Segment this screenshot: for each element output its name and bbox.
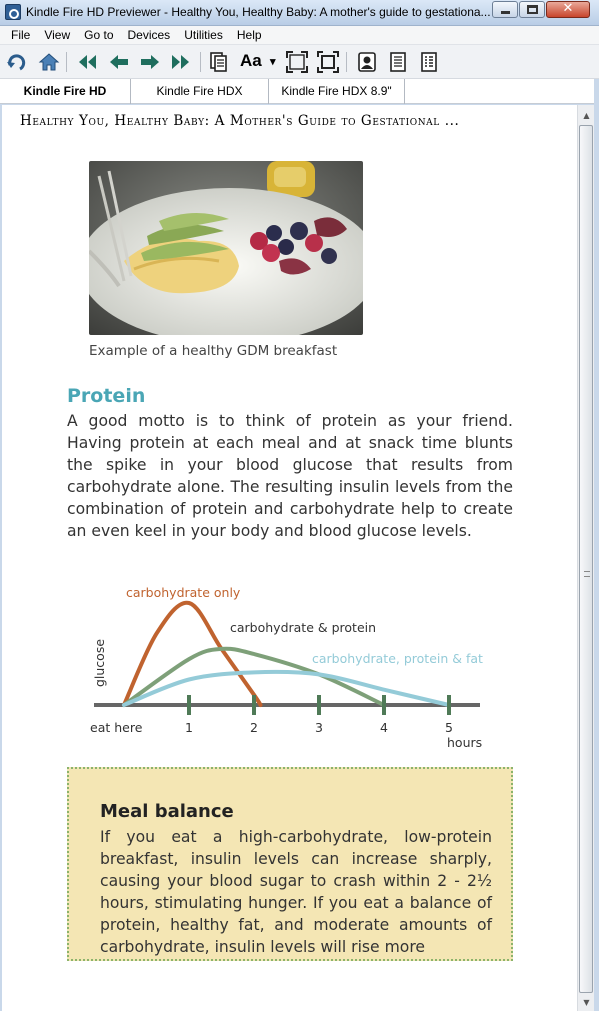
menu-utilities[interactable]: Utilities [184,28,223,42]
tab-kindle-fire-hdx[interactable]: Kindle Fire HDX [131,79,269,104]
window-title-bar[interactable] [0,0,599,26]
menu-devices[interactable]: Devices [127,28,171,42]
x-start-label: eat here [90,720,143,735]
previous-page-icon[interactable] [108,51,130,73]
tab-kindle-fire-hdx-8-9[interactable]: Kindle Fire HDX 8.9" [269,79,405,104]
book-reader-pane[interactable] [2,105,577,1011]
kindle-previewer-icon [5,4,21,20]
device-tabs [0,79,599,104]
x-tick-label-5: 5 [445,720,453,735]
window-title: Kindle Fire HD Previewer - Healthy You, Healthy Baby: A mother's guide to gestationa... [26,5,491,19]
font-size-icon[interactable]: Aa [240,51,262,70]
rotate-icon[interactable] [6,51,28,73]
maximize-icon [527,5,538,14]
close-button[interactable] [546,1,590,18]
x-tick-label-1: 1 [185,720,193,735]
close-icon: ✕ [562,1,574,16]
vertical-scrollbar[interactable] [577,105,594,1011]
toolbar [0,45,599,79]
minimize-icon [501,11,510,14]
page-icon[interactable] [387,51,409,73]
window-frame-edge [594,79,599,1011]
menu-go-to[interactable]: Go to [84,28,114,42]
meal-balance-callout [67,767,513,961]
grip-icon [584,571,590,577]
fullscreen-icon[interactable] [317,51,339,73]
callout-paragraph: If you eat a high-carbohydrate, low-protein breakfast, insulin levels can increase sharply, causing your blood sugar to crash within 2 - 2½ hours, stimulating hunger. If you eat a balance of protein, healthy fat, and moderate amounts of carbohydrate, insulin levels will rise more [100,828,492,956]
series-label-3: carbohydrate, protein & fat [312,651,483,666]
font-dropdown-icon[interactable]: ▾ [270,56,276,68]
x-tick-label-3: 3 [315,720,323,735]
series-line-3 [124,672,449,705]
section-paragraph: A good motto is to think of protein as your friend. Having protein at each meal and at snack time blunts the spike in your blood glucose that results from carbohydrate alone. The resulting insulin levels from the combination of protein and carbohydrate help to create an even keel in your body and blood glucose levels. [67,412,513,540]
next-page-icon[interactable] [139,51,161,73]
scroll-down-icon[interactable]: ▼ [583,998,590,1007]
menu-bar [0,26,599,45]
series-label-2: carbohydrate & protein [230,620,377,635]
breakfast-photo [89,161,363,335]
menu-help[interactable]: Help [236,28,262,42]
home-icon[interactable] [38,51,60,73]
fit-screen-icon[interactable] [286,51,308,73]
first-page-icon[interactable] [76,51,98,73]
page-view-icon[interactable] [208,51,230,73]
menu-view[interactable]: View [44,28,71,42]
section-heading: Protein [67,385,146,407]
running-title: Healthy You, Healthy Baby: A Mother's Guide to Gestational ... [20,113,460,129]
last-page-icon[interactable] [170,51,192,73]
tab-kindle-fire-hd[interactable]: Kindle Fire HD [0,79,131,104]
x-tick-label-4: 4 [380,720,388,735]
callout-title: Meal balance [100,801,234,822]
x-unit-label: hours [447,735,483,750]
minimize-button[interactable] [492,1,518,18]
maximize-button[interactable] [519,1,545,18]
scroll-up-icon[interactable]: ▲ [583,111,590,120]
menu-file[interactable]: File [11,28,31,42]
series-label-1: carbohydrate only [126,585,241,600]
image-caption: Example of a healthy GDM breakfast [89,343,338,359]
toc-icon[interactable] [418,51,440,73]
y-axis-label: glucose [92,638,107,688]
glucose-response-chart [82,575,502,750]
x-tick-label-2: 2 [250,720,258,735]
portrait-icon[interactable] [356,51,378,73]
scroll-thumb[interactable] [579,125,593,993]
